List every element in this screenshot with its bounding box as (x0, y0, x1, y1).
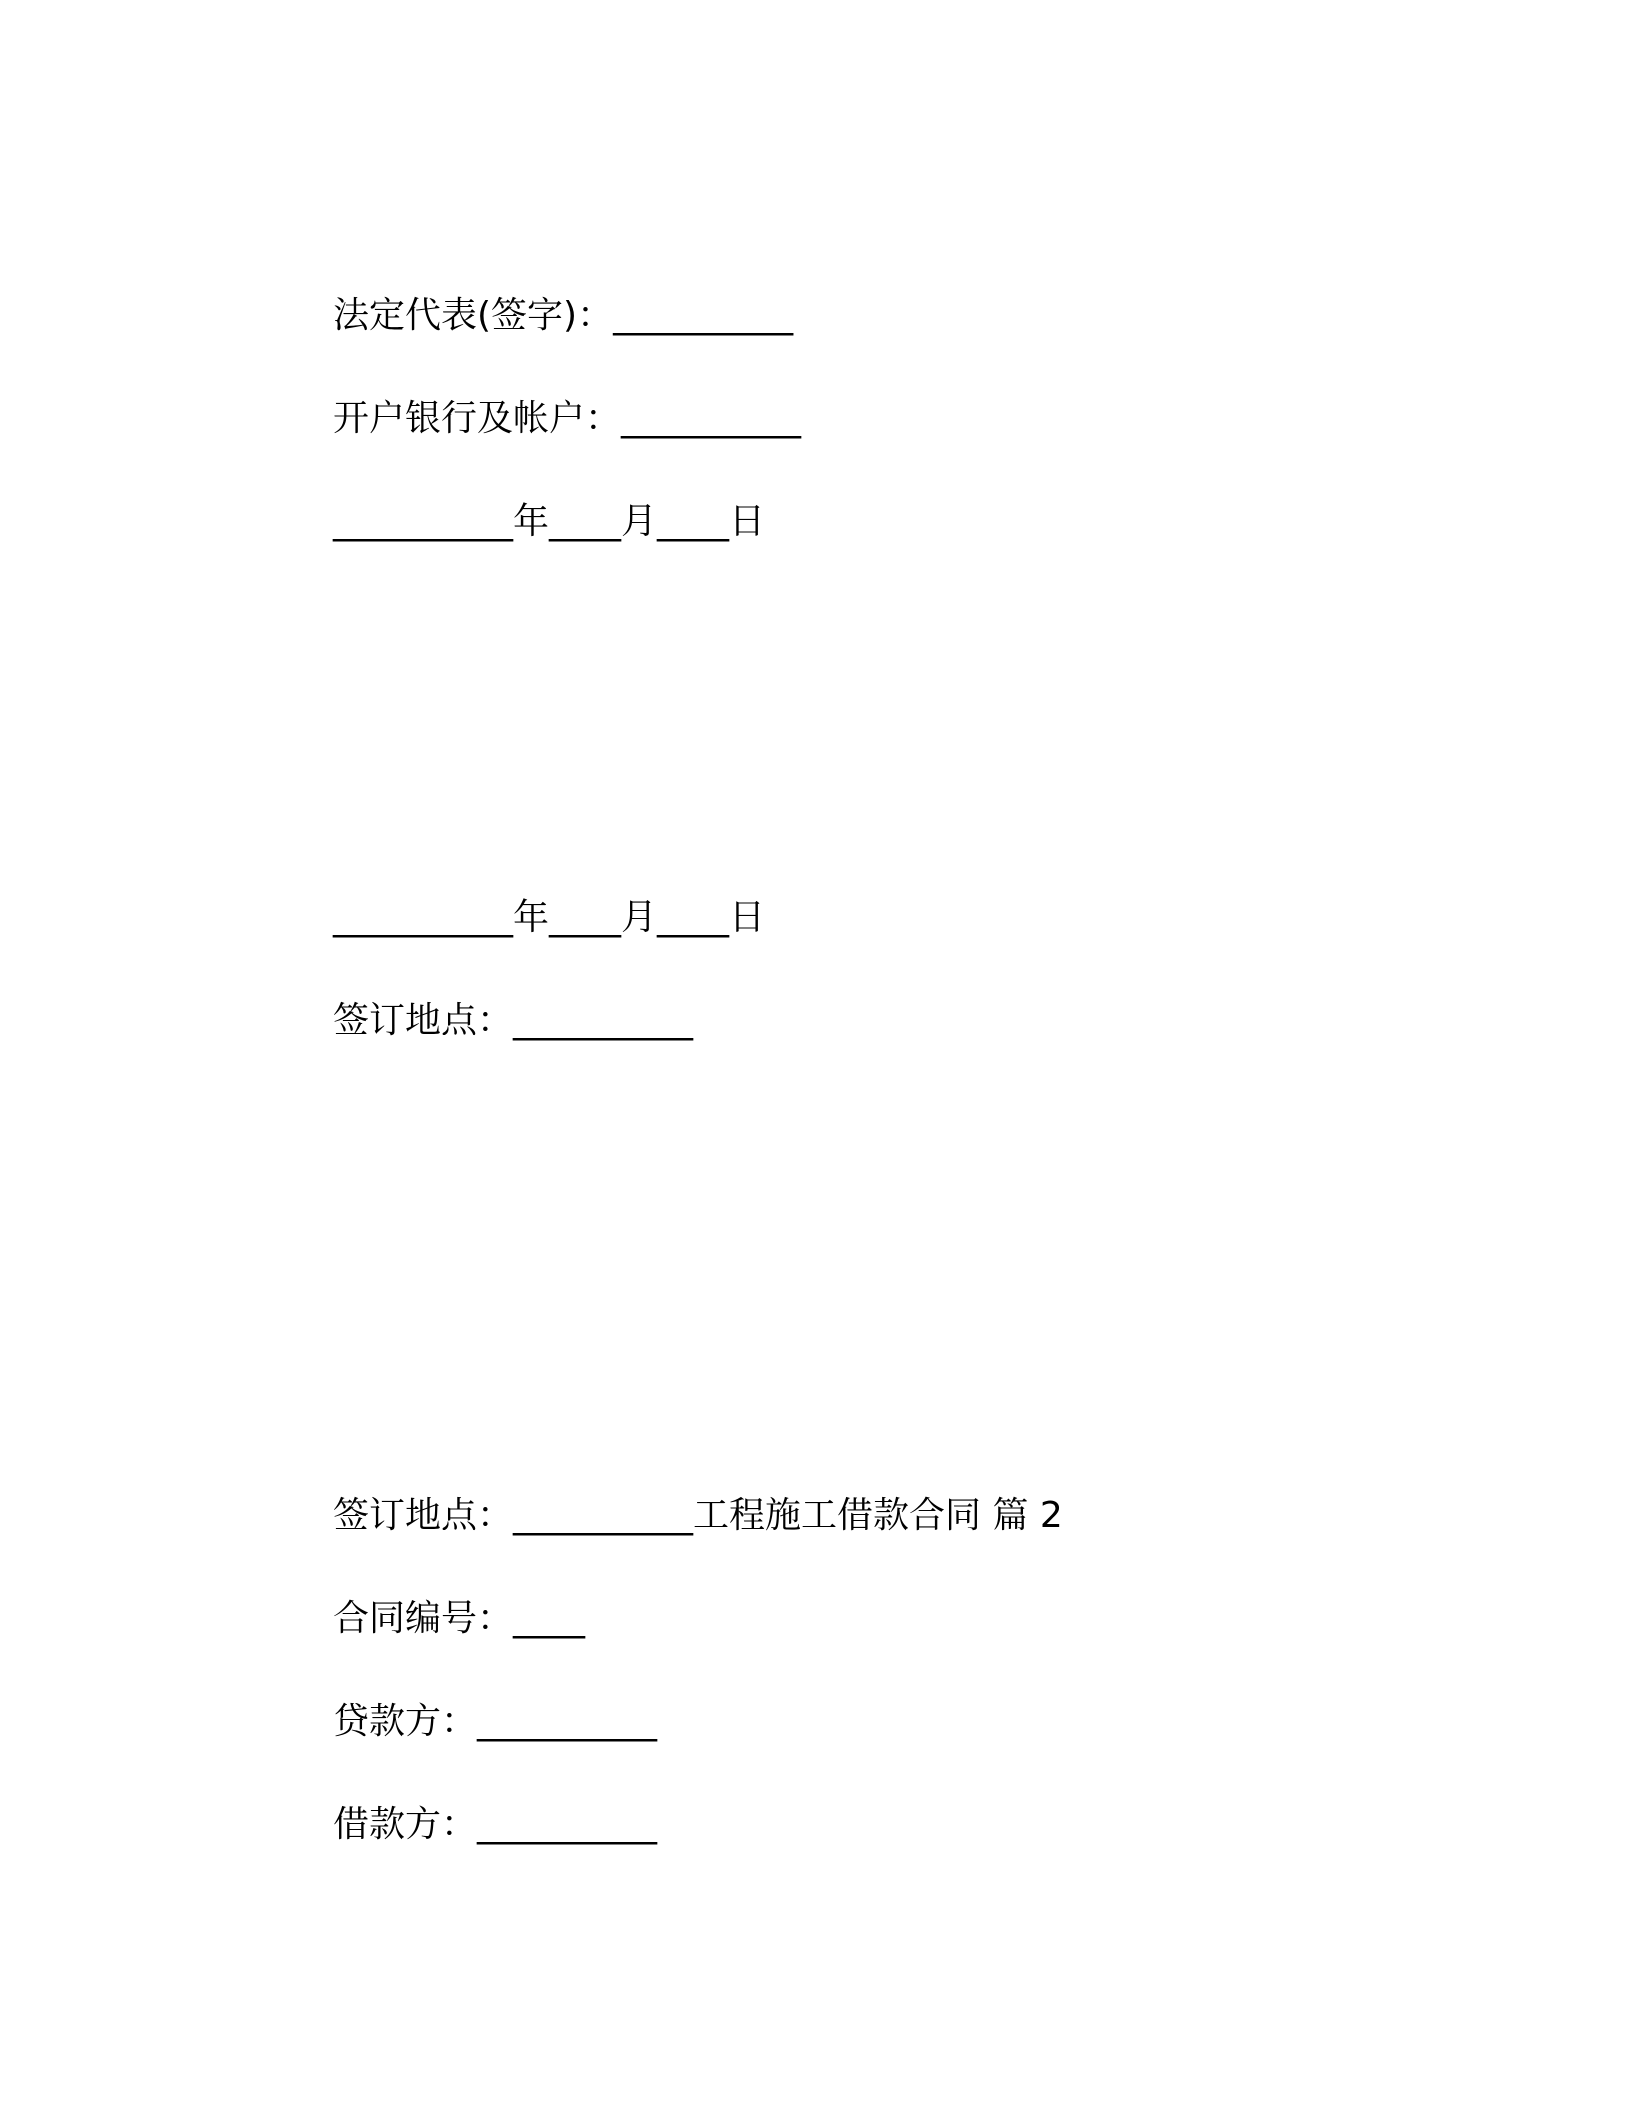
borrower-line: 借款方：__________ (333, 1804, 658, 1845)
legal-representative-signature-line: 法定代表(签字)：__________ (333, 295, 794, 336)
signing-place-line: 签订地点：__________ (333, 1000, 694, 1041)
contract-number-line: 合同编号：____ (333, 1598, 586, 1639)
lender-line: 贷款方：__________ (333, 1701, 658, 1742)
date-line: __________年____月____日 (333, 501, 765, 542)
signing-place-and-contract-title-line: 签订地点：__________工程施工借款合同 篇 2 (333, 1495, 1063, 1536)
date-line: __________年____月____日 (333, 897, 765, 938)
bank-account-line: 开户银行及帐户：__________ (333, 398, 802, 439)
